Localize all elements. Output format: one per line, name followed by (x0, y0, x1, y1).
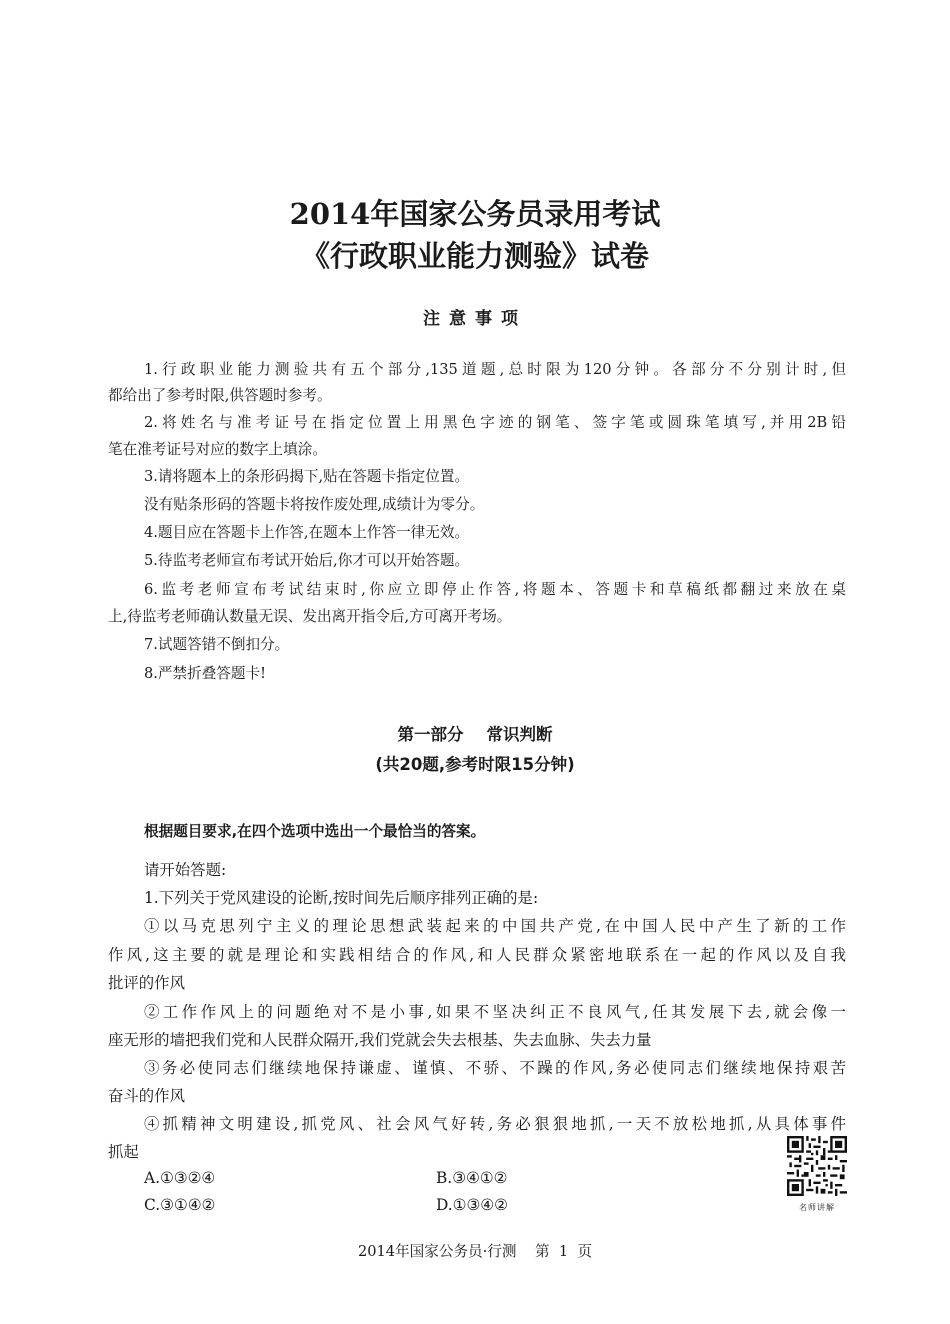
qr-caption: 名师讲解 (799, 1203, 835, 1212)
notice-line: 上,待监考老师确认数量无误、发出离开指令后,方可离开考场。 (108, 608, 512, 625)
page-footer: 2014年国家公务员·行测 第 1 页 (357, 1243, 593, 1260)
question-statement-line: 批评的作风 (108, 974, 185, 992)
notice-line: 1.行政职业能力测验共有五个部分,135道题,总时限为120分钟。各部分不分别计时,但 (144, 361, 846, 378)
notice-line: 6.监考老师宣布考试结束时,你应立即停止作答,将题本、答题卡和草稿纸都翻过来放在桌 (144, 581, 846, 598)
question-statement-line: ②工作作风上的问题绝对不是小事,如果不坚决纠正不良风气,任其发展下去,就会像一 (144, 1003, 846, 1021)
notice-line: 3.请将题本上的条形码揭下,贴在答题卡指定位置。 (144, 468, 470, 485)
section-title: 第一部分 常识判断 (397, 725, 553, 744)
question-statement-line: ①以马克思列宁主义的理论思想武装起来的中国共产党,在中国人民中产生了新的工作 (144, 917, 846, 935)
question-statement-line: 奋斗的作风 (108, 1087, 185, 1105)
exam-title-line1: 2014年国家公务员录用考试 (289, 197, 661, 231)
answer-start-prompt: 请开始答题: (144, 861, 227, 879)
notice-line: 5.待监考老师宣布考试开始后,你才可以开始答题。 (144, 552, 470, 569)
question-statement-line: 作风,这主要的就是理论和实践相结合的作风,和人民群众紧密地联系在一起的作风以及自我 (108, 946, 846, 964)
notice-line: 8.严禁折叠答题卡! (144, 665, 266, 682)
notice-line: 笔在准考证号对应的数字上填涂。 (108, 441, 327, 458)
notice-line: 2.将姓名与准考证号在指定位置上用黑色字迹的钢笔、签字笔或圆珠笔填写,并用2B铅 (144, 414, 846, 431)
question-statement-line: ④抓精神文明建设,抓党风、社会风气好转,务必狠狠地抓,一天不放松地抓,从具体事件 (144, 1115, 846, 1133)
notice-heading: 注意事项 (423, 309, 527, 329)
question-statement-line: 座无形的墙把我们党和人民群众隔开,我们党就会失去根基、失去血脉、失去力量 (108, 1031, 652, 1049)
exam-title-line2: 《行政职业能力测验》试卷 (300, 239, 649, 273)
question-stem: 1.下列关于党风建设的论断,按时间先后顺序排列正确的是: (144, 889, 539, 907)
option-d: D.①③④② (436, 1196, 508, 1214)
notice-line: 4.题目应在答题卡上作答,在题本上作答一律无效。 (144, 524, 470, 541)
section-instruction: 根据题目要求,在四个选项中选出一个最恰当的答案。 (144, 823, 486, 840)
notice-line: 都给出了参考时限,供答题时参考。 (108, 387, 332, 404)
qr-code-icon (787, 1136, 847, 1196)
option-b: B.③④①② (436, 1169, 508, 1187)
question-statement-line: 抓起 (108, 1143, 139, 1161)
notice-line: 没有贴条形码的答题卡将按作废处理,成绩计为零分。 (144, 496, 485, 513)
question-statement-line: ③务必使同志们继续地保持谦虚、谨慎、不骄、不躁的作风,务必使同志们继续地保持艰苦 (144, 1059, 846, 1077)
notice-line: 7.试题答错不倒扣分。 (144, 636, 290, 653)
option-a: A.①③②④ (144, 1169, 216, 1187)
option-c: C.③①④② (144, 1196, 216, 1214)
section-subtitle: (共20题,参考时限15分钟) (375, 755, 575, 774)
